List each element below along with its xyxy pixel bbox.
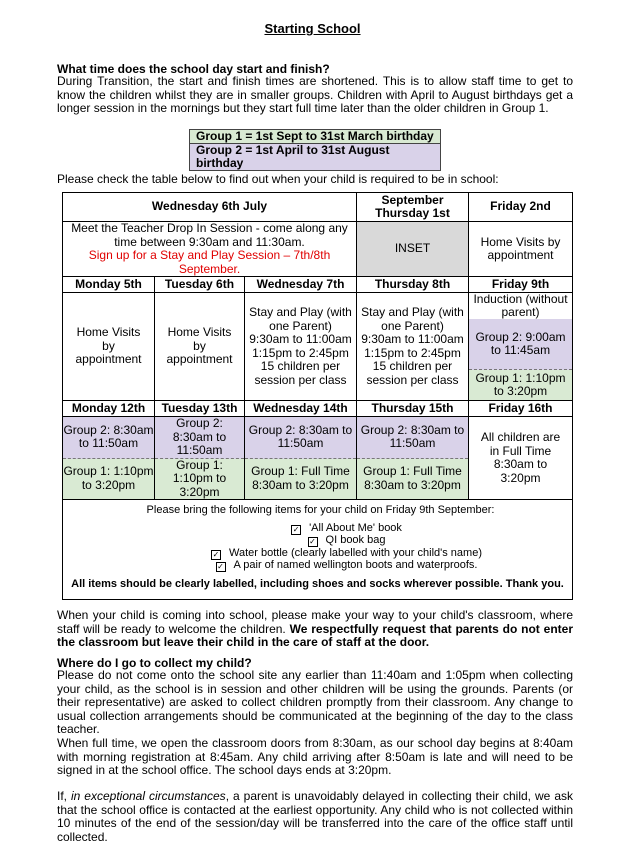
thursday-8-cell: Stay and Play (with one Parent) 9:30am to 11:00am 1:15pm to 2:45pm 15 children per session per class bbox=[357, 293, 469, 401]
header-monday-5: Monday 5th bbox=[63, 277, 155, 293]
group1-legend: Group 1 = 1st Sept to 31st March birthday bbox=[190, 130, 440, 143]
tuesday-13-group1: Group 1: 1:10pm to 3:20pm bbox=[155, 459, 244, 500]
meet-the-teacher-text: Meet the Teacher Drop In Session - come along any time between 9:30am and 11:30am. bbox=[71, 221, 348, 249]
header-tuesday-6: Tuesday 6th bbox=[155, 277, 245, 293]
collect-paragraph-3 bbox=[57, 790, 573, 844]
stay-play-signup-text: Sign up for a Stay and Play Session – 7th/8th September. bbox=[88, 248, 331, 276]
header-thursday-15: Thursday 15th bbox=[357, 401, 469, 417]
collect-heading: Where do I go to collect my child? bbox=[57, 656, 252, 670]
inset-cell: INSET bbox=[357, 222, 469, 277]
page-title: Starting School bbox=[264, 21, 361, 36]
collect-p3-start: If, bbox=[57, 789, 71, 803]
transition-paragraph: During Transition, the start and finish times are shortened. This is to allow staff time to get to know the children whilst they are in smaller groups. Children with April to August birthdays get a longer session in the mornings but they start full time later than the older children in Group 1. bbox=[57, 74, 573, 115]
header-monday-12: Monday 12th bbox=[63, 401, 155, 417]
collect-p3-end: , a parent is unavoidably delayed in collecting their child, we ask that the school office is contacted at the earliest opportunity. Any child who is not collected within 10 minutes of the end of the session/day will be transferred into the care of the office staff until collected. bbox=[57, 789, 573, 844]
checked-box-icon: ✓ bbox=[292, 524, 300, 534]
checklist-item bbox=[63, 522, 572, 535]
wednesday-7-cell: Stay and Play (with one Parent) 9:30am to 11:00am 1:15pm to 2:45pm 15 children per session per class bbox=[245, 293, 357, 401]
thursday-15-group2: Group 2: 8:30am to 11:50am bbox=[357, 417, 468, 459]
tuesday-13-cell bbox=[155, 417, 245, 500]
timetable bbox=[62, 192, 573, 600]
home-visits-friday-2: Home Visits by appointment bbox=[469, 222, 573, 277]
wednesday-14-cell bbox=[245, 417, 357, 500]
question-start-finish-heading: What time does the school day start and finish? bbox=[57, 62, 330, 76]
friday-9-group1: Group 1: 1:10pm to 3:20pm bbox=[469, 370, 572, 400]
collect-paragraph-1: Please do not come onto the school site any earlier than 11:40am and 1:05pm when collecting your child, as the school is in session and other children will be using the grounds. Parents (or their representative) are asked to collect children promptly from their classroom. Any change to usual collection arrangements should be communicated at the beginning of the day to the class teacher. bbox=[57, 668, 573, 736]
header-friday-2: Friday 2nd bbox=[469, 193, 573, 222]
checklist-item-label: QI book bag bbox=[325, 534, 386, 546]
checklist-intro: Please bring the following items for your child on Friday 9th September: bbox=[146, 504, 495, 516]
monday-12-group2: Group 2: 8:30am to 11:50am bbox=[63, 417, 154, 459]
checklist-item-label: A pair of named wellington boots and waterproofs. bbox=[233, 559, 478, 571]
collect-p3-italic: in exceptional circumstances bbox=[70, 789, 226, 803]
checklist-item bbox=[63, 547, 572, 560]
checked-box-icon: ✓ bbox=[217, 562, 224, 571]
group-legend bbox=[189, 129, 441, 171]
items-checklist bbox=[63, 500, 573, 600]
arrival-request-text: We respectfully request that parents do not enter the classroom but leave their child in the care of staff at the door. bbox=[57, 621, 573, 649]
friday-16-cell: All children are in Full Time 8:30am to 3:20pm bbox=[469, 417, 573, 500]
wednesday-14-group2: Group 2: 8:30am to 11:50am bbox=[245, 417, 356, 459]
tuesday-6-cell: Home Visits by appointment bbox=[155, 293, 245, 401]
friday-9-group2: Group 2: 9:00am to 11:45am bbox=[469, 319, 572, 370]
arrival-paragraph bbox=[57, 609, 573, 650]
thursday-15-cell bbox=[357, 417, 469, 500]
tuesday-13-group2: Group 2: 8:30am to 11:50am bbox=[155, 417, 244, 459]
header-friday-9: Friday 9th bbox=[469, 277, 573, 293]
friday-9-cell bbox=[469, 293, 573, 401]
monday-12-group1: Group 1: 1:10pm to 3:20pm bbox=[63, 459, 154, 500]
monday-5-cell: Home Visits by appointment bbox=[63, 293, 155, 401]
header-friday-16: Friday 16th bbox=[469, 401, 573, 417]
header-september-thursday-1: September Thursday 1st bbox=[357, 193, 469, 222]
collect-paragraph-2: When full time, we open the classroom doors from 8:30am, as our school day begins at 8:40am with morning registration at 8:45am. Any child arriving after 8:50am is late and will need to be signed in at the school office. The school days ends at 3:20pm. bbox=[57, 736, 573, 777]
checklist-final-note: All items should be clearly labelled, including shoes and socks wherever possible. Thank you. bbox=[71, 577, 564, 590]
group2-legend: Group 2 = 1st April to 31st August birthday bbox=[190, 143, 440, 170]
header-wednesday-7: Wednesday 7th bbox=[245, 277, 357, 293]
header-tuesday-13: Tuesday 13th bbox=[155, 401, 245, 417]
friday-9-induction: Induction (without parent) bbox=[473, 291, 568, 319]
arrival-text: When your child is coming into school, please make your way to your child's classroom, where staff will be ready to welcome the children. bbox=[57, 608, 573, 636]
thursday-15-group1: Group 1: Full Time 8:30am to 3:20pm bbox=[357, 459, 468, 500]
monday-12-cell bbox=[63, 417, 155, 500]
checked-box-icon: ✓ bbox=[309, 537, 316, 546]
checklist-item bbox=[63, 534, 572, 547]
header-wednesday-14: Wednesday 14th bbox=[245, 401, 357, 417]
wednesday-14-group1: Group 1: Full Time 8:30am to 3:20pm bbox=[245, 459, 356, 500]
meet-the-teacher-cell bbox=[63, 222, 357, 277]
checklist-item-label: Water bottle (clearly labelled with your child's name) bbox=[229, 546, 482, 559]
checked-box-icon: ✓ bbox=[212, 549, 220, 559]
checklist-item bbox=[63, 559, 572, 572]
checklist-item-label: 'All About Me' book bbox=[309, 521, 402, 534]
header-wednesday-6-july: Wednesday 6th July bbox=[63, 193, 357, 222]
header-thursday-8: Thursday 8th bbox=[357, 277, 469, 293]
table-intro: Please check the table below to find out when your child is required to be in school: bbox=[57, 172, 499, 186]
